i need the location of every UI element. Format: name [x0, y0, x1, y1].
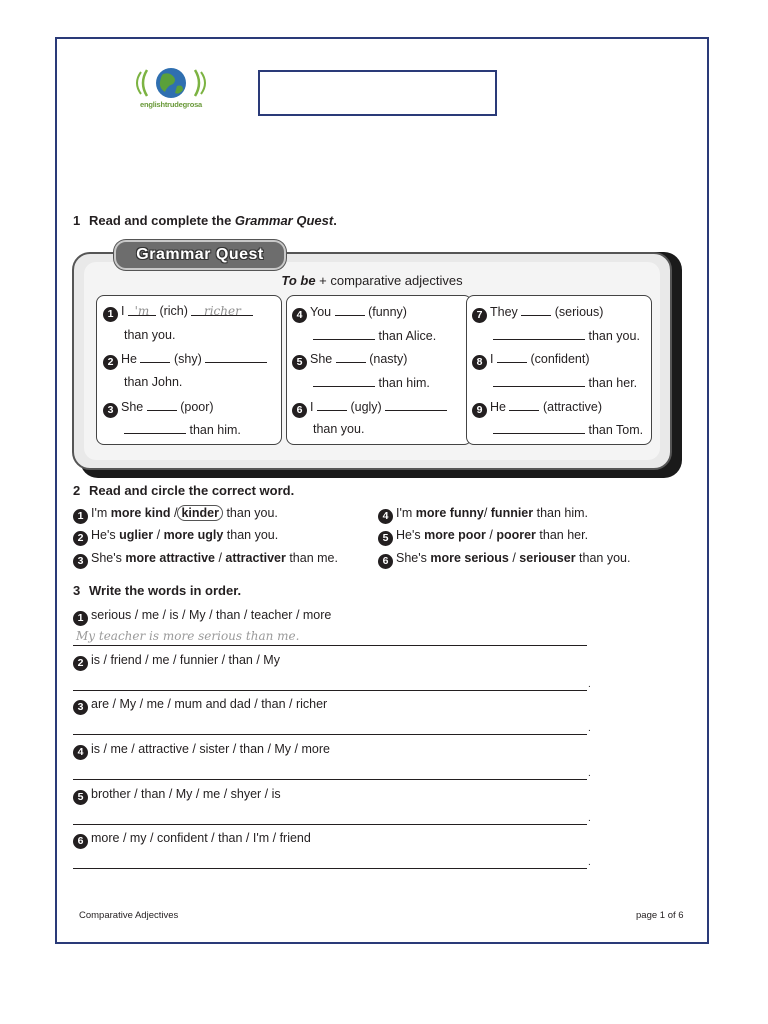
number-badge: 1	[103, 307, 118, 322]
title-box[interactable]	[258, 70, 497, 116]
scrambled-words: is / me / attractive / sister / than / My / more	[91, 742, 330, 756]
order-item-3	[73, 697, 327, 715]
item-subject: He	[121, 352, 137, 366]
subtitle-rest: + comparative adjectives	[315, 273, 463, 288]
answer-line-1[interactable]	[73, 645, 587, 646]
grammar-item-1-than: than you.	[124, 328, 176, 342]
option-2[interactable]: poorer	[496, 528, 536, 542]
item-adjective: (shy)	[173, 352, 202, 366]
number-badge: 6	[73, 834, 88, 849]
answer-blank[interactable]	[335, 304, 365, 316]
item-than: than Tom.	[588, 423, 644, 437]
number-badge: 4	[378, 509, 393, 524]
circle-item-3	[73, 551, 338, 569]
section1-title-italic: Grammar Quest	[234, 213, 334, 228]
number-badge: 8	[472, 355, 487, 370]
section1-number: 1	[73, 213, 81, 228]
circle-item-4	[378, 506, 588, 524]
grammar-item-4-than	[313, 328, 436, 343]
separator: /	[153, 528, 164, 542]
scrambled-words: more / my / confident / than / I'm / friend	[91, 831, 311, 845]
number-badge: 3	[103, 403, 118, 418]
grammar-item-7-than	[493, 328, 640, 343]
answer-line-3[interactable]	[73, 734, 587, 735]
item-post: than me.	[285, 551, 338, 565]
number-badge: 1	[73, 509, 88, 524]
answer-blank[interactable]	[385, 399, 447, 411]
circle-item-5	[378, 528, 588, 546]
item-pre: He's	[396, 528, 425, 542]
section3-heading	[73, 583, 241, 598]
answer-line-5[interactable]	[73, 824, 587, 825]
item-pre: She's	[91, 551, 126, 565]
option-1[interactable]: more poor	[424, 528, 486, 542]
number-badge: 5	[73, 790, 88, 805]
option-1[interactable]: more attractive	[125, 551, 215, 565]
number-badge: 5	[292, 355, 307, 370]
section2-heading	[73, 483, 294, 498]
answer-blank[interactable]	[521, 304, 551, 316]
number-badge: 7	[472, 308, 487, 323]
option-2[interactable]: funnier	[490, 506, 534, 520]
footer-page-number: page 1 of 6	[636, 910, 684, 921]
grammar-quest-subtitle	[84, 273, 660, 288]
answer-blank[interactable]	[497, 351, 527, 363]
order-item-6	[73, 831, 311, 849]
answer-blank[interactable]	[493, 328, 585, 340]
grammar-item-5	[292, 351, 407, 370]
answer-line-4[interactable]	[73, 779, 587, 780]
item-adjective: (funny)	[368, 305, 407, 319]
footer-title: Comparative Adjectives	[79, 910, 179, 921]
section1-heading	[73, 213, 337, 228]
section2-title: Read and circle the correct word.	[89, 483, 295, 498]
grammar-item-9-than	[493, 422, 643, 437]
item-pre: I'm	[396, 506, 416, 520]
answer-blank[interactable]	[313, 375, 375, 387]
item-post: than her.	[535, 528, 589, 542]
scrambled-words: are / My / me / mum and dad / than / richer	[91, 697, 328, 711]
option-1[interactable]: more kind	[110, 506, 171, 520]
section2-number: 2	[73, 483, 81, 498]
line-end-dot: .	[588, 857, 591, 868]
line-end-dot: .	[588, 723, 591, 734]
item-than: than him.	[189, 423, 241, 437]
item-subject: You	[310, 305, 332, 319]
grammar-quest-tab	[114, 240, 286, 270]
handwritten-answer: 'm	[134, 304, 150, 318]
answer-blank[interactable]	[493, 375, 585, 387]
item-than: than him.	[378, 376, 430, 390]
grammar-item-4	[292, 304, 407, 323]
option-2-circled[interactable]: kinder	[177, 505, 223, 521]
grammar-item-6	[292, 399, 447, 418]
number-badge: 6	[378, 554, 393, 569]
answer-line-2[interactable]	[73, 690, 587, 691]
grammar-item-3-than	[124, 422, 241, 437]
item-adjective: (nasty)	[369, 352, 408, 366]
answer-blank[interactable]	[191, 304, 253, 316]
answer-blank[interactable]	[128, 304, 156, 316]
scrambled-words: is / friend / me / funnier / than / My	[91, 653, 280, 667]
order-item-1	[73, 608, 331, 626]
grammar-item-3	[103, 399, 214, 418]
circle-item-2	[73, 528, 278, 546]
section1-title-end: .	[333, 213, 337, 228]
separator: /	[485, 528, 497, 542]
scrambled-words: serious / me / is / My / than / teacher / more	[91, 608, 332, 622]
item-subject: She	[310, 352, 333, 366]
option-2[interactable]: seriouser	[519, 551, 576, 565]
answer-blank[interactable]	[140, 351, 170, 363]
item-subject: I	[310, 400, 314, 414]
option-1[interactable]: more serious	[430, 551, 509, 565]
number-badge: 2	[73, 531, 88, 546]
grammar-item-9	[472, 399, 602, 418]
line-end-dot: .	[588, 768, 591, 779]
grammar-item-2	[103, 351, 267, 370]
grammar-quest-tab-label: Grammar Quest	[136, 246, 264, 263]
answer-blank[interactable]	[493, 422, 585, 434]
number-badge: 1	[73, 611, 88, 626]
line-end-dot: .	[588, 679, 591, 690]
item-adjective: (serious)	[554, 305, 604, 319]
number-badge: 3	[73, 700, 88, 715]
option-2[interactable]: attractiver	[225, 551, 286, 565]
order-item-5	[73, 787, 281, 805]
option-1[interactable]: more funny	[415, 506, 484, 520]
grammar-item-8-than	[493, 375, 637, 390]
item-adjective: (attractive)	[542, 400, 602, 414]
number-badge: 2	[103, 355, 118, 370]
item-than: than you.	[588, 329, 640, 343]
item-pre: She's	[396, 551, 431, 565]
answer-blank[interactable]	[336, 351, 366, 363]
number-badge: 9	[472, 403, 487, 418]
order-item-4	[73, 742, 330, 760]
answer-blank[interactable]	[509, 399, 539, 411]
answer-blank[interactable]	[147, 399, 177, 411]
separator: /	[170, 506, 178, 520]
answer-line-6[interactable]	[73, 868, 587, 869]
item-than: than her.	[588, 376, 638, 390]
item-subject: They	[490, 305, 518, 319]
section1-title: Read and complete the	[89, 213, 235, 228]
item-than: than Alice.	[378, 329, 437, 343]
item-pre: I'm	[91, 506, 111, 520]
answer-blank[interactable]	[317, 399, 347, 411]
handwritten-example-answer: My teacher is more serious than me.	[76, 629, 300, 643]
subtitle-italic: To be	[281, 273, 316, 288]
order-item-2	[73, 653, 280, 671]
item-subject: I	[490, 352, 494, 366]
item-adjective: (poor)	[180, 400, 214, 414]
globe-icon	[133, 66, 209, 100]
item-adjective: (rich)	[159, 304, 188, 318]
circle-item-1	[73, 506, 278, 524]
number-badge: 6	[292, 403, 307, 418]
separator: /	[508, 551, 520, 565]
handwritten-answer: richer	[203, 304, 241, 318]
item-subject: He	[490, 400, 506, 414]
circle-item-6	[378, 551, 630, 569]
grammar-item-1	[103, 304, 253, 322]
grammar-item-2-than: than John.	[124, 375, 183, 389]
item-subject: I	[121, 304, 125, 318]
item-post: than you.	[223, 528, 279, 542]
separator: /	[214, 551, 226, 565]
line-end-dot: .	[588, 813, 591, 824]
number-badge: 2	[73, 656, 88, 671]
item-subject: She	[121, 400, 144, 414]
item-adjective: (ugly)	[350, 400, 382, 414]
logo-text: englishtrudegrosa	[139, 100, 203, 109]
option-1[interactable]: uglier	[119, 528, 154, 542]
item-post: than you.	[575, 551, 631, 565]
logo	[133, 66, 209, 114]
section3-title: Write the words in order.	[89, 583, 242, 598]
answer-blank[interactable]	[205, 351, 267, 363]
item-post: than you.	[222, 506, 278, 520]
option-2[interactable]: more ugly	[163, 528, 224, 542]
answer-blank[interactable]	[313, 328, 375, 340]
number-badge: 5	[378, 531, 393, 546]
grammar-item-5-than	[313, 375, 430, 390]
section3-number: 3	[73, 583, 81, 598]
grammar-item-7	[472, 304, 603, 323]
item-post: than him.	[533, 506, 589, 520]
number-badge: 4	[73, 745, 88, 760]
item-pre: He's	[91, 528, 120, 542]
grammar-item-8	[472, 351, 590, 370]
number-badge: 3	[73, 554, 88, 569]
grammar-item-6-than: than you.	[313, 422, 365, 436]
answer-blank[interactable]	[124, 422, 186, 434]
scrambled-words: brother / than / My / me / shyer / is	[91, 787, 281, 801]
item-adjective: (confident)	[530, 352, 590, 366]
separator: /	[483, 506, 491, 520]
number-badge: 4	[292, 308, 307, 323]
